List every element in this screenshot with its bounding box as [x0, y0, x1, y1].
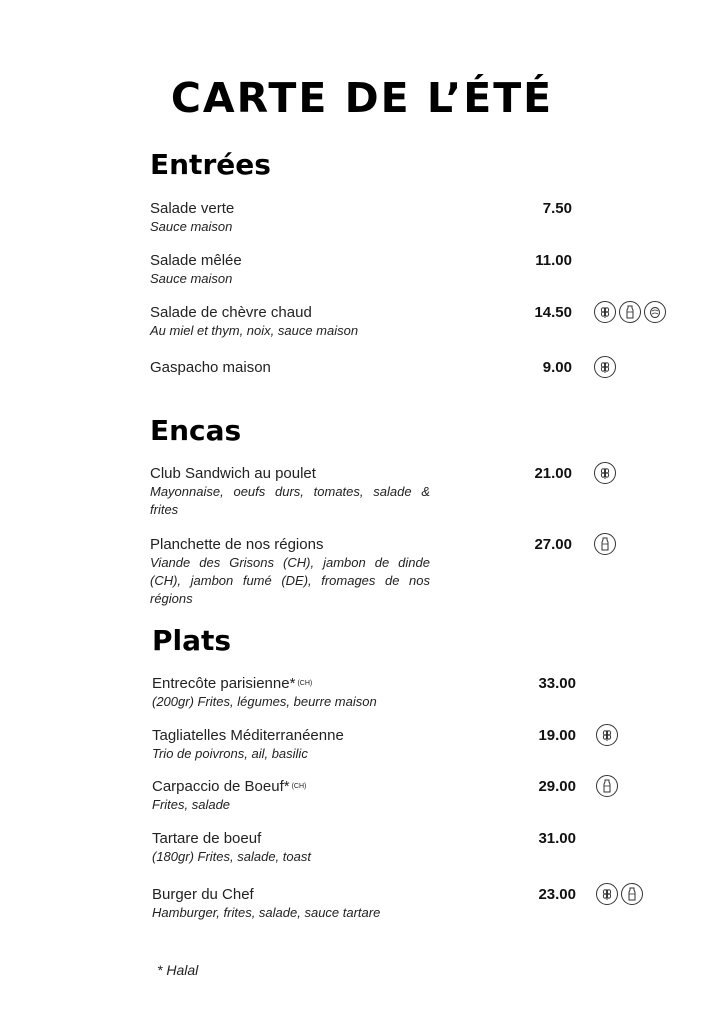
menu-item — [152, 727, 692, 763]
allergen-icons — [594, 301, 666, 323]
item-name-text: Gaspacho maison — [150, 359, 271, 376]
menu-item — [150, 252, 690, 288]
item-name-text: Planchette de nos régions — [150, 536, 324, 553]
item-origin: (CH) — [297, 680, 313, 688]
item-price: 9.00 — [542, 359, 572, 376]
item-description: Hamburger, frites, salade, sauce tartare — [152, 905, 381, 920]
menu-item — [152, 675, 692, 711]
menu-item — [150, 465, 690, 519]
item-name-text: Salade mêlée — [150, 252, 242, 269]
item-description: (180gr) Frites, salade, toast — [152, 849, 311, 864]
item-name-text: Salade verte — [150, 200, 235, 217]
menu-item — [150, 359, 690, 377]
gluten-icon — [594, 301, 616, 323]
item-description: Viande des Grisons (CH), jambon de dinde (CH), jambon fumé (DE), fromages de nos régions — [150, 555, 430, 606]
menu-item — [150, 304, 690, 340]
item-price: 27.00 — [534, 536, 572, 553]
allergen-icons — [594, 356, 616, 378]
item-origin: (CH) — [291, 783, 307, 791]
menu-item — [152, 830, 692, 866]
milk-icon — [619, 301, 641, 323]
footnote: * Halal — [157, 962, 199, 978]
item-name — [150, 200, 690, 218]
milk-icon — [594, 533, 616, 555]
item-price: 31.00 — [538, 830, 576, 847]
item-price: 21.00 — [534, 465, 572, 482]
section-title-encas: Encas — [150, 414, 242, 447]
nuts-icon — [644, 301, 666, 323]
menu-item — [152, 886, 692, 922]
item-description: Mayonnaise, oeufs durs, tomates, salade & frites — [150, 484, 430, 517]
item-description: (200gr) Frites, légumes, beurre maison — [152, 694, 377, 710]
item-name-text: Carpaccio de Boeuf* — [152, 778, 290, 795]
menu-item — [152, 778, 692, 814]
milk-icon — [621, 883, 643, 905]
allergen-icons — [596, 883, 643, 905]
item-price: 33.00 — [538, 675, 576, 692]
item-name-text: Salade de chèvre chaud — [150, 304, 312, 321]
item-price: 11.00 — [535, 252, 572, 269]
item-description: Frites, salade — [152, 797, 231, 813]
section-title-plats: Plats — [152, 624, 232, 657]
allergen-icons — [594, 533, 616, 555]
item-price: 23.00 — [538, 886, 576, 903]
allergen-icons — [596, 724, 618, 746]
gluten-icon — [594, 356, 616, 378]
gluten-icon — [596, 724, 618, 746]
allergen-icons — [594, 462, 616, 484]
item-name — [150, 252, 690, 270]
milk-icon — [596, 775, 618, 797]
gluten-icon — [596, 883, 618, 905]
item-name-text: Tagliatelles Méditerranéenne — [152, 727, 344, 744]
item-price: 29.00 — [538, 778, 576, 795]
section-title-entrees: Entrées — [150, 148, 271, 181]
item-name-text: Tartare de boeuf — [152, 830, 262, 847]
item-name-text: Entrecôte parisienne* — [152, 675, 296, 692]
menu-item — [150, 536, 690, 608]
item-description: Au miel et thym, noix, sauce maison — [150, 323, 359, 338]
item-name-text: Burger du Chef — [152, 886, 254, 903]
item-price: 7.50 — [542, 200, 572, 217]
item-price: 14.50 — [534, 304, 572, 321]
item-description: Trio de poivrons, ail, basilic — [152, 746, 308, 761]
item-price: 19.00 — [538, 727, 576, 744]
gluten-icon — [594, 462, 616, 484]
item-name-text: Club Sandwich au poulet — [150, 465, 316, 482]
menu-item — [150, 200, 690, 236]
item-name — [152, 675, 692, 693]
page-title: CARTE DE L’ÉTÉ — [170, 74, 554, 122]
item-description: Sauce maison — [150, 219, 233, 234]
item-name — [152, 830, 692, 848]
item-description: Sauce maison — [150, 271, 233, 286]
allergen-icons — [596, 775, 618, 797]
